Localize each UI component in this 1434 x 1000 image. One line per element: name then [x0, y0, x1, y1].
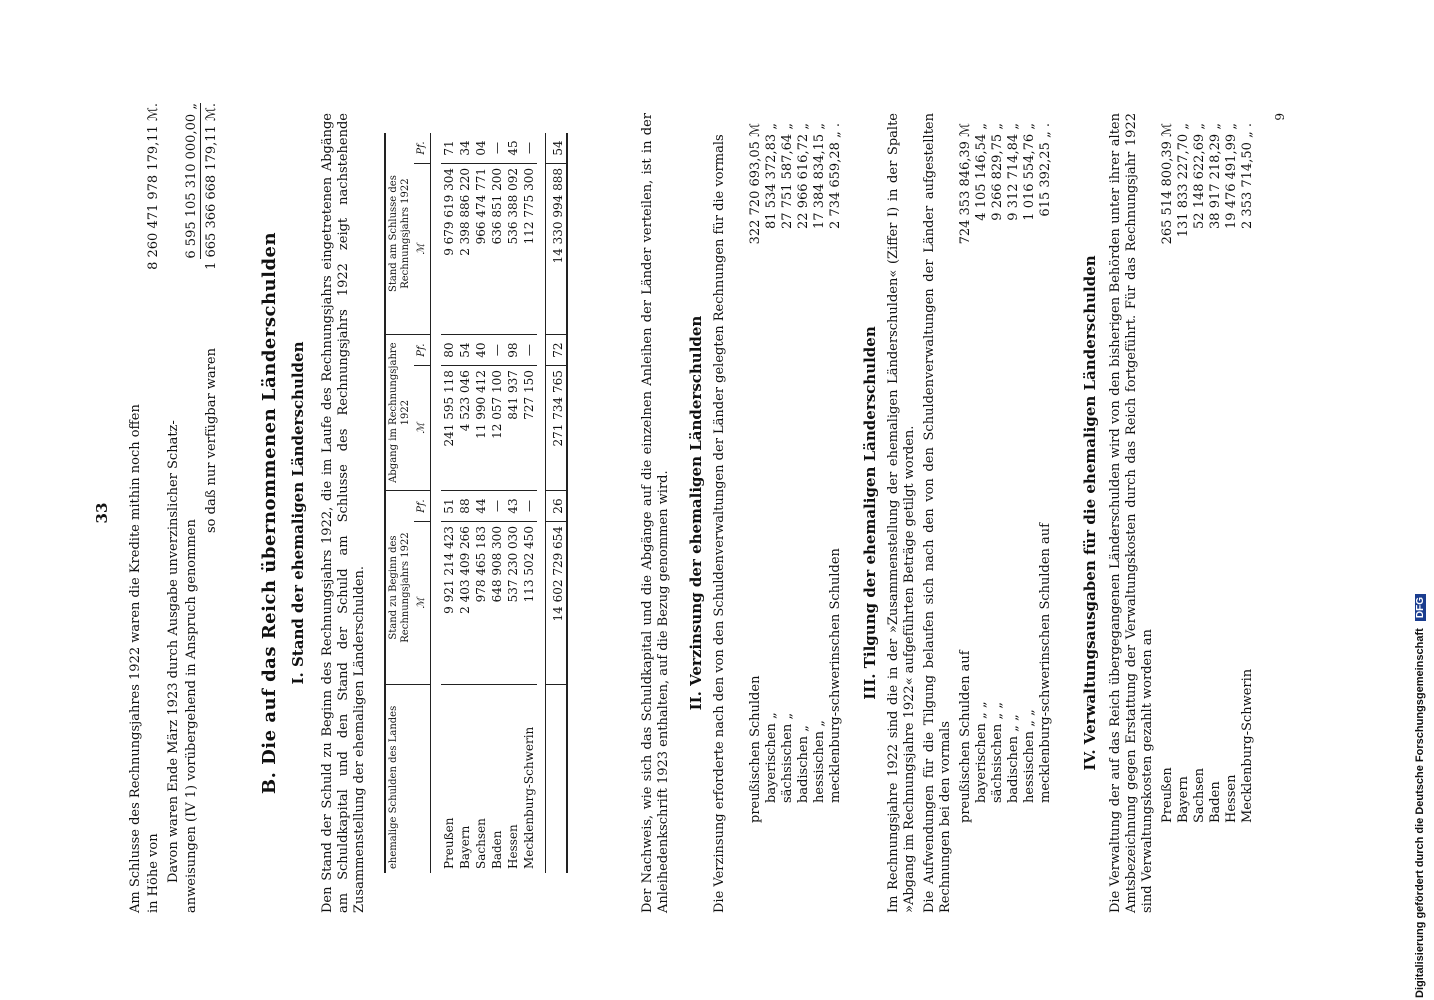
available-value: 1 665 366 668 179,11 ℳ.: [204, 103, 219, 270]
list-item: badischen „ „ 9 312 714,84 „: [1006, 123, 1021, 803]
credit-remaining-value: 8 260 471 978 179,11 ℳ.: [146, 103, 161, 270]
list-item: Mecklenburg-Schwerin 2 353 714,50 „ .: [1240, 123, 1255, 823]
interest-list: [748, 123, 844, 823]
list-item: preußischen Schulden 322 720 693,05 ℳ: [748, 123, 763, 823]
header-end: Stand am Schlusse des Rechnungsjahrs 1922: [385, 133, 414, 335]
table-total-row: 14 602 729 654 26 271 734 765 72 14 330 994 888 54: [546, 133, 568, 873]
section-b-title: B. Die auf das Reich übernommenen Länderschulden: [259, 231, 280, 795]
debt-table: ehemalige Schulden des Landes Stand zu Beginn des Rechnungsjahrs 1922 Abgang im Rechnungsjahre 1922 Stand am Schlusse des Rechnungsjahrs 1922 ℳ Pf. ℳ Pf. ℳ Pf. Preußen 9 921 214 423 51 241 595 118 80 9 679 619 304 71 Bayern 2 403 409 266 88 4 523 046 54 2 398 886 220 34 Sachsen 978 465 183 44 11 990 412 40 966 474 771 04 Baden 648 908 300 — 12 057 100 — 636 851 200 — Hessen 537 230 030 43 841 937 98 536 388 092 45 Mecklenburg-Schwerin 113 502 450 — 727 150 — 112 775 300 — 14 602 729 654 26 271 734 765 72 14 330 994 888 54: [384, 133, 568, 873]
section-iii-intro-1: Im Rechnungsjahre 1922 sind die in der »Zusammenstellung der ehemaligen Länderschulden« (Ziffer I) in der Spalte »Abgang im Rechnungsjahre 1922« aufgeführten Beträge getilgt worden.: [886, 113, 917, 913]
section-b-intro: Den Stand der Schuld zu Beginn des Rechnungsjahrs 1922, die im Laufe des Rechnungsjahrs eingetretenen Abgänge am Schuldkapital und den Stand der Schuld am Schlusse des Rechnungsjahrs 1922 zeigt nachstehende Zusammenstellung der ehemaligen Länderschulden.: [320, 113, 367, 913]
header-abgang: Abgang im Rechnungsjahre 1922: [385, 335, 414, 491]
list-item: mecklenburg-schwerinschen Schulden auf 615 392,25 „ .: [1038, 123, 1053, 803]
list-item: Sachsen 52 148 622,69 „: [1192, 123, 1207, 823]
dfg-credit-text: Digitalisierung gefördert durch die Deutsche Forschungsgemeinschaft: [1414, 628, 1426, 998]
list-item: mecklenburg-schwerinschen Schulden 2 734 659,28 „ .: [828, 123, 843, 803]
table-row: Bayern 2 403 409 266 88 4 523 046 54 2 398 886 220 34: [457, 133, 473, 873]
page-number: 33: [93, 502, 111, 524]
list-item: Baden 38 917 218,29 „: [1208, 123, 1223, 823]
list-item: sächsischen „ „ 9 266 829,75 „: [990, 123, 1005, 803]
section-i-title: I. Stand der ehemaligen Länderschulden: [289, 341, 307, 685]
table-row: Preußen 9 921 214 423 51 241 595 118 80 9 679 619 304 71: [441, 133, 457, 873]
dfg-logo: DFG: [1415, 594, 1426, 621]
signature-mark: 9: [1273, 113, 1287, 121]
list-item: badischen „ 22 966 616,72 „: [796, 123, 811, 803]
list-item: preußischen Schulden auf 724 353 846,39 ℳ: [958, 123, 973, 823]
admin-costs-list: [1160, 123, 1256, 823]
table-row: Hessen 537 230 030 43 841 937 98 536 388 092 45: [505, 133, 521, 873]
list-item: hessischen „ „ 1 016 554,76 „: [1022, 123, 1037, 803]
table-row: Mecklenburg-Schwerin 113 502 450 — 727 150 — 112 775 300 —: [521, 133, 537, 873]
section-iv-title: IV. Verwaltungsausgaben für die ehemaligen Länderschulden: [1081, 255, 1099, 771]
list-item: sächsischen „ 27 751 587,64 „: [780, 123, 795, 803]
header-start: Stand zu Beginn des Rechnungsjahrs 1922: [385, 491, 414, 685]
section-ii-intro: Die Verzinsung erforderte nach den von den Schuldenverwaltungen der Länder gelegten Rechnungen für die vormals: [712, 134, 727, 913]
list-item: Hessen 19 476 491,99 „: [1224, 123, 1239, 823]
treasury-bills-value: 6 595 105 310 000,00 „: [184, 103, 199, 259]
after-table-note: Der Nachweis, wie sich das Schuldkapital und die Abgänge auf die einzelnen Anleihen der Länder verteilen, ist in der Anleihedenkschrift 1923 enthalten, auf die Bezug genommen wird.: [640, 113, 671, 913]
tilgung-list: [958, 123, 1054, 823]
table-row: Baden 648 908 300 — 12 057 100 — 636 851 200 —: [489, 133, 505, 873]
rotated-page: 33 Am Schlusse des Rechnungsjahres 1922 waren die Kredite mithin noch offen in Höhe von 8 260 471 978 179,11 ℳ. Davon waren Ende März 1923 durch Ausgabe unverzinslicher Schatz- anweisungen (IV 1) vorübergehend in Anspruch genommen 6 595 105 310 000,00 „ so daß nur verfügbar waren 1 665 366 668 179,11 ℳ. B. Die auf das Reich übernommenen Länderschulden I. Stand der ehemaligen Länderschulden Den Stand der Schuld zu Beginn des Rechnungsjahrs 1922, die im Laufe des Rechnungsjahrs eingetretenen Abgänge am Schuldkapital und den Stand der Schuld am Schlusse des Rechnungsjahrs 1922 zeigt nachstehende Zusammenstellung der ehemaligen Länderschulden. ehemalige Schulden des Landes Stand zu Beginn des Rechnungsjahrs 1922 Abgang im Rechnungsjahre 1922 Stand am Schlusse des Rechnungsjahrs 1922 ℳ Pf. ℳ Pf. ℳ Pf. Preußen 9 921 214 423 51 241 595 118 80 9 679 619 304 71 Bayern 2 403 409 266 88 4 523 046 54 2 398 886 220 34 Sachsen 978 465 183 44 11 990 412 40 966 474 771 04 Baden 648 908 300 — 12 057 100 — 636 851 200 — Hessen 537 230 030 43 841 937 98 536 388 092 45 Mecklenburg-Schwerin 113 502 450 — 727 150 — 112 775 300 — 14 602 729 654 26 271 734 765 72 14 330 994 888 54 Der Nachweis, wie sich das Schuldkapital und die Abgänge auf die einzelnen Anleihen der Länder verteilen, ist in der Anleihedenkschrift 1923 enthalten, auf die Bezug genommen wird. II. Verzinsung der ehemaligen Länderschulden Die Verzinsung erforderte nach den von den Schuldenverwaltungen der Länder gelegten Rechnungen für die vormals preußischen Schulden 322 720 693,05 ℳ bayerischen „ 81 534 372,83 „ sächsischen „ 27 751 587,64 „ badischen „ 22 966 616,72 „ hessischen „ 17 384 834,15 „ mecklenburg-schwerinschen Schulden 2 734 659,28 „ . III. Tilgung der ehemaligen Länderschulden Im Rechnungsjahre 1922 sind die in der »Zusammenstellung der ehemaligen Länderschulden« (Ziffer I) in der Spalte »Abgang im Rechnungsjahre 1922« aufgeführten Beträge getilgt worden. Die Aufwendungen für die Tilgung belaufen sich nach den von den Schuldenverwaltungen der Länder aufgestellten Rechnungen bei den vormals preußischen Schulden auf 724 353 846,39 ℳ bayerischen „ „ 4 105 146,54 „ sächsischen „ „ 9 266 829,75 „ badischen „ „ 9 312 714,84 „ hessischen „ „ 1 016 554,76 „ mecklenburg-schwerinschen Schulden auf 615 392,25 „ . IV. Verwaltungsausgaben für die ehemaligen Länderschulden Die Verwaltung der auf das Reich übergegangenen Länderschulden wird von den bisherigen Behörden unter ihrer alten Amtsbezeichnung gegen Erstattung der Verwaltungskosten durch das Reich fortgeführt. Für das Rechnungsjahr 1922 sind Verwaltungskosten gezahlt worden an Preußen 265 514 800,39 ℳ Bayern 131 833 227,70 „ Sachsen 52 148 622,69 „ Baden 38 917 218,29 „ Hessen 19 476 491,99 „ Mecklenburg-Schwerin 2 353 714,50 „ . 9: [92, 93, 1302, 933]
section-ii-title: II. Verzinsung der ehemaligen Länderschulden: [687, 315, 705, 711]
list-item: bayerischen „ „ 4 105 146,54 „: [974, 123, 989, 803]
list-item: hessischen „ 17 384 834,15 „: [812, 123, 827, 803]
document-sheet: [92, 93, 1302, 933]
header-land: ehemalige Schulden des Landes: [385, 685, 414, 874]
list-item: Preußen 265 514 800,39 ℳ: [1160, 123, 1175, 823]
list-item: bayerischen „ 81 534 372,83 „: [764, 123, 779, 803]
section-iii-intro-2: Die Aufwendungen für die Tilgung belaufen sich nach den von den Schuldenverwaltungen der Länder aufgestellten Rechnungen bei den vormals: [922, 113, 953, 913]
section-iv-intro: Die Verwaltung der auf das Reich übergegangenen Länderschulden wird von den bisherigen Behörden unter ihrer alten Amtsbezeichnung gegen Erstattung der Verwaltungskosten durch das Reich fortgeführt. Für das Rechnungsjahr 1922 sind Verwaltungskosten gezahlt worden an: [1108, 113, 1155, 913]
table-row: Sachsen 978 465 183 44 11 990 412 40 966 474 771 04: [473, 133, 489, 873]
section-iii-title: III. Tilgung der ehemaligen Länderschulden: [861, 326, 879, 700]
list-item: Bayern 131 833 227,70 „: [1176, 123, 1191, 823]
dfg-credit-strip: [1414, 8, 1432, 998]
